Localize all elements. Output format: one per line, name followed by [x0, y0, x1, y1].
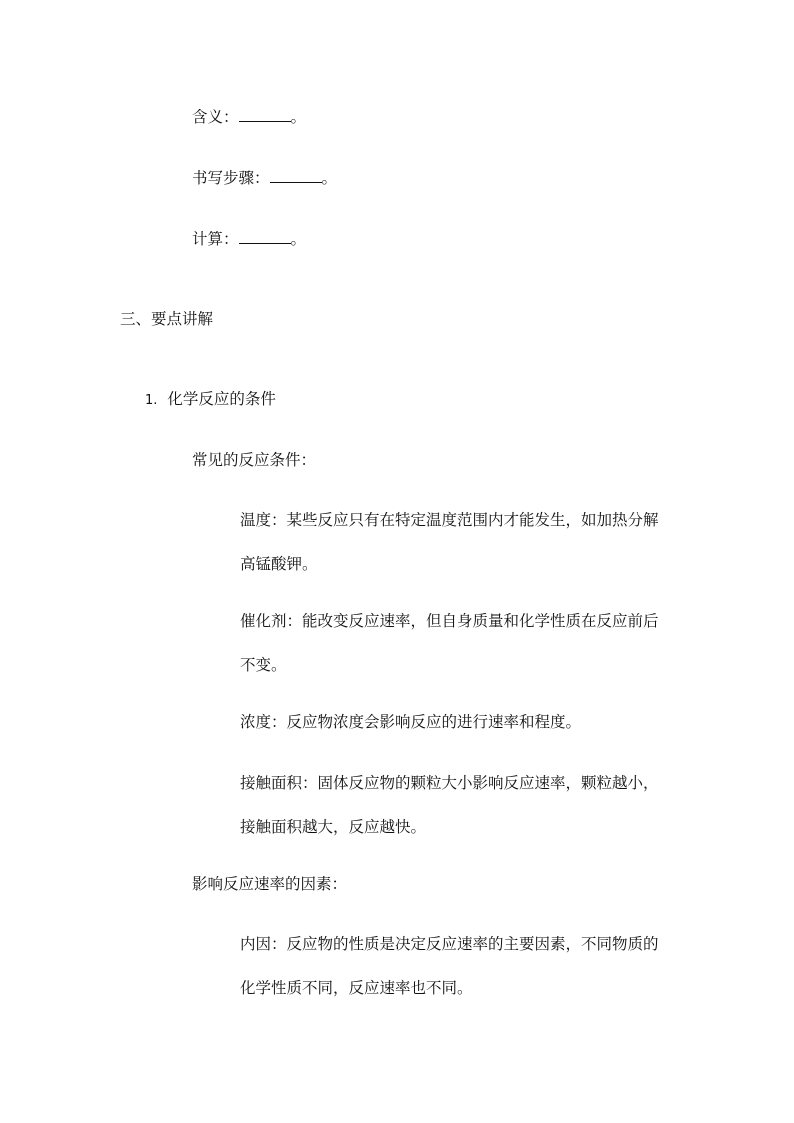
paragraph-line: 内因：反应物的性质是决定反应速率的主要因素，不同物质的	[240, 935, 659, 953]
paragraph-line: 催化剂：能改变反应速率，但自身质量和化学性质在反应前后	[240, 612, 659, 630]
factor-internal	[240, 922, 690, 1010]
subheading-rate-factors: 影响反应速率的因素：	[192, 875, 348, 893]
definition-calculation	[192, 228, 306, 250]
numbered-heading	[145, 388, 276, 412]
paragraph-line: 不变。	[240, 656, 287, 674]
condition-temperature	[240, 498, 690, 586]
subheading-common-conditions: 常见的反应条件：	[192, 451, 317, 469]
paragraph-line: 温度：某些反应只有在特定温度范围内才能发生，如加热分解	[240, 511, 659, 529]
section-heading: 三、要点讲解	[120, 310, 214, 328]
fill-blank[interactable]	[239, 106, 291, 122]
fill-blank[interactable]	[239, 228, 291, 244]
fill-blank[interactable]	[270, 167, 322, 183]
definition-writing-steps	[192, 167, 337, 189]
paragraph-line: 化学性质不同，反应速率也不同。	[240, 979, 473, 997]
item-title: 化学反应的条件	[167, 390, 276, 408]
item-number: 1.	[145, 393, 158, 408]
definition-label: 计算：	[192, 230, 239, 248]
definition-meaning	[192, 106, 306, 128]
paragraph-line: 接触面积：固体反应物的颗粒大小影响反应速率，颗粒越小，	[240, 774, 659, 792]
paragraph-line: 高锰酸钾。	[240, 555, 318, 573]
condition-concentration	[240, 700, 690, 744]
definition-end: 。	[290, 108, 307, 126]
condition-contact-area	[240, 761, 690, 849]
paragraph-line: 接触面积越大，反应越快。	[240, 818, 427, 836]
definition-label: 书写步骤：	[192, 169, 270, 187]
definition-label: 含义：	[192, 108, 239, 126]
definition-end: 。	[290, 230, 307, 248]
condition-catalyst	[240, 599, 690, 687]
paragraph-line: 浓度：反应物浓度会影响反应的进行速率和程度。	[240, 713, 582, 731]
definition-end: 。	[321, 169, 338, 187]
